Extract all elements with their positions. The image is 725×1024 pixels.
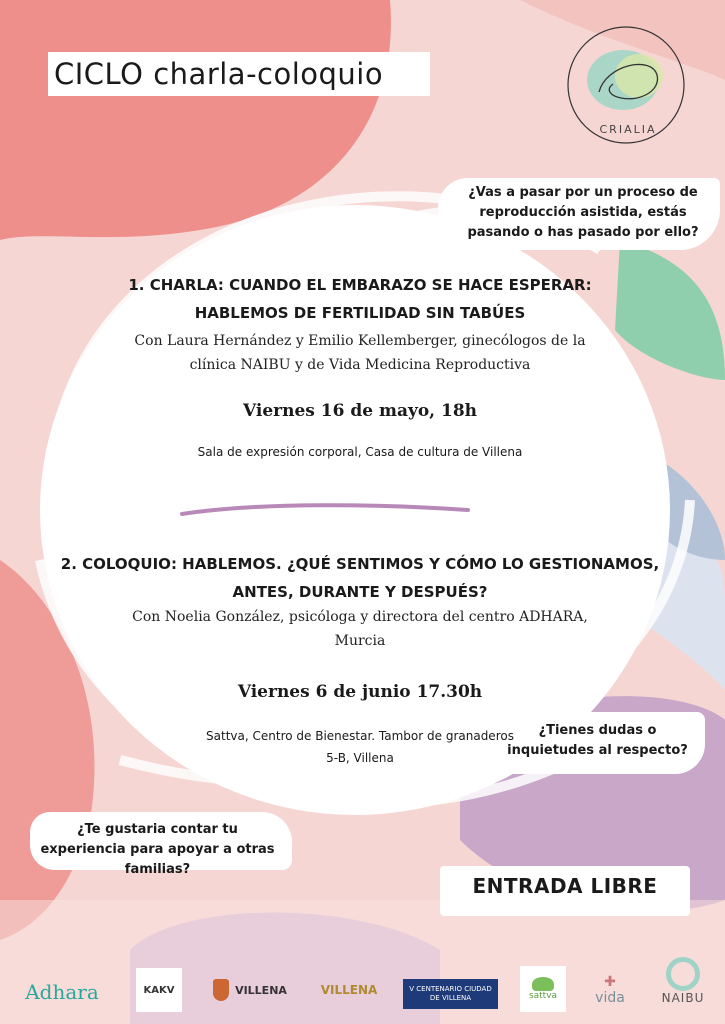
centenario-logo-text: V CENTENARIO CIUDAD DE VILLENA	[409, 985, 492, 1002]
talk2-title-line2: ANTES, DURANTE Y DESPUÉS?	[232, 583, 488, 601]
sponsor-villena	[310, 968, 388, 1012]
adhara-logo-text: Adhara	[25, 980, 99, 1004]
talk2-place-line1: Sattva, Centro de Bienestar. Tambor de granaderos	[206, 729, 514, 743]
lotus-icon	[532, 977, 554, 991]
cross-icon: ✚	[604, 974, 616, 990]
sponsor-kakv	[136, 968, 182, 1012]
naibu-logo-text: NAIBU	[661, 991, 705, 1005]
talk1-speakers-line2: clínica NAIBU y de Vida Medicina Reproductiva	[189, 357, 531, 373]
villena-logo-text: VILLENA	[320, 983, 378, 997]
talk1-title-line1: 1. CHARLA: CUANDO EL EMBARAZO SE HACE ESPERAR:	[128, 276, 592, 294]
divider-stroke	[180, 500, 470, 524]
talk2-date: Viernes 6 de junio 17.30h	[237, 682, 483, 702]
talk2-place-line2: 5-B, Villena	[326, 751, 394, 765]
sponsor-vida	[585, 968, 635, 1012]
ayuntamiento-logo-text: VILLENA	[235, 983, 287, 997]
talk1-speakers-line1: Con Laura Hernández y Emilio Kellemberger, ginecólogos de la	[134, 333, 586, 349]
talk2-title-line1: 2. COLOQUIO: HABLEMOS. ¿QUÉ SENTIMOS Y CÓMO LO GESTIONAMOS,	[60, 555, 660, 573]
question-doubts: ¿Tienes dudas o inquietudes al respecto?	[507, 723, 688, 758]
question-reproduction: ¿Vas a pasar por un proceso de reproducción asistida, estás pasando o has pasado por ello?	[467, 185, 699, 240]
naibu-circle-icon	[666, 957, 700, 991]
talk2-speakers-line1: Con Noelia González, psicóloga y directora del centro ADHARA,	[132, 609, 588, 625]
talk2-speakers-line2: Murcia	[334, 633, 386, 649]
sponsor-naibu	[650, 948, 716, 1014]
question-experience: ¿Te gustaria contar tu experiencia para apoyar a otras familias?	[40, 822, 275, 877]
talk1-place: Sala de expresión corporal, Casa de cultura de Villena	[197, 445, 523, 459]
sponsor-sattva	[520, 966, 566, 1012]
sponsor-ayuntamiento	[200, 968, 300, 1012]
entrada-libre: ENTRADA LIBRE	[472, 874, 658, 898]
vida-logo-text: vida	[595, 990, 625, 1006]
title-box	[48, 52, 430, 96]
sattva-logo-text: sattva	[528, 991, 558, 1001]
talk1-date: Viernes 16 de mayo, 18h	[242, 401, 478, 421]
talk1-title-line2: HABLEMOS DE FERTILIDAD SIN TABÚES	[194, 304, 526, 322]
shield-icon	[213, 979, 229, 1001]
kakv-logo-text: KAKV	[143, 984, 175, 996]
sponsor-adhara	[6, 972, 118, 1012]
page-title: CICLO charla-coloquio	[54, 57, 384, 91]
logo-label: CRIALIA	[599, 123, 657, 136]
sponsor-centenario	[403, 979, 498, 1009]
